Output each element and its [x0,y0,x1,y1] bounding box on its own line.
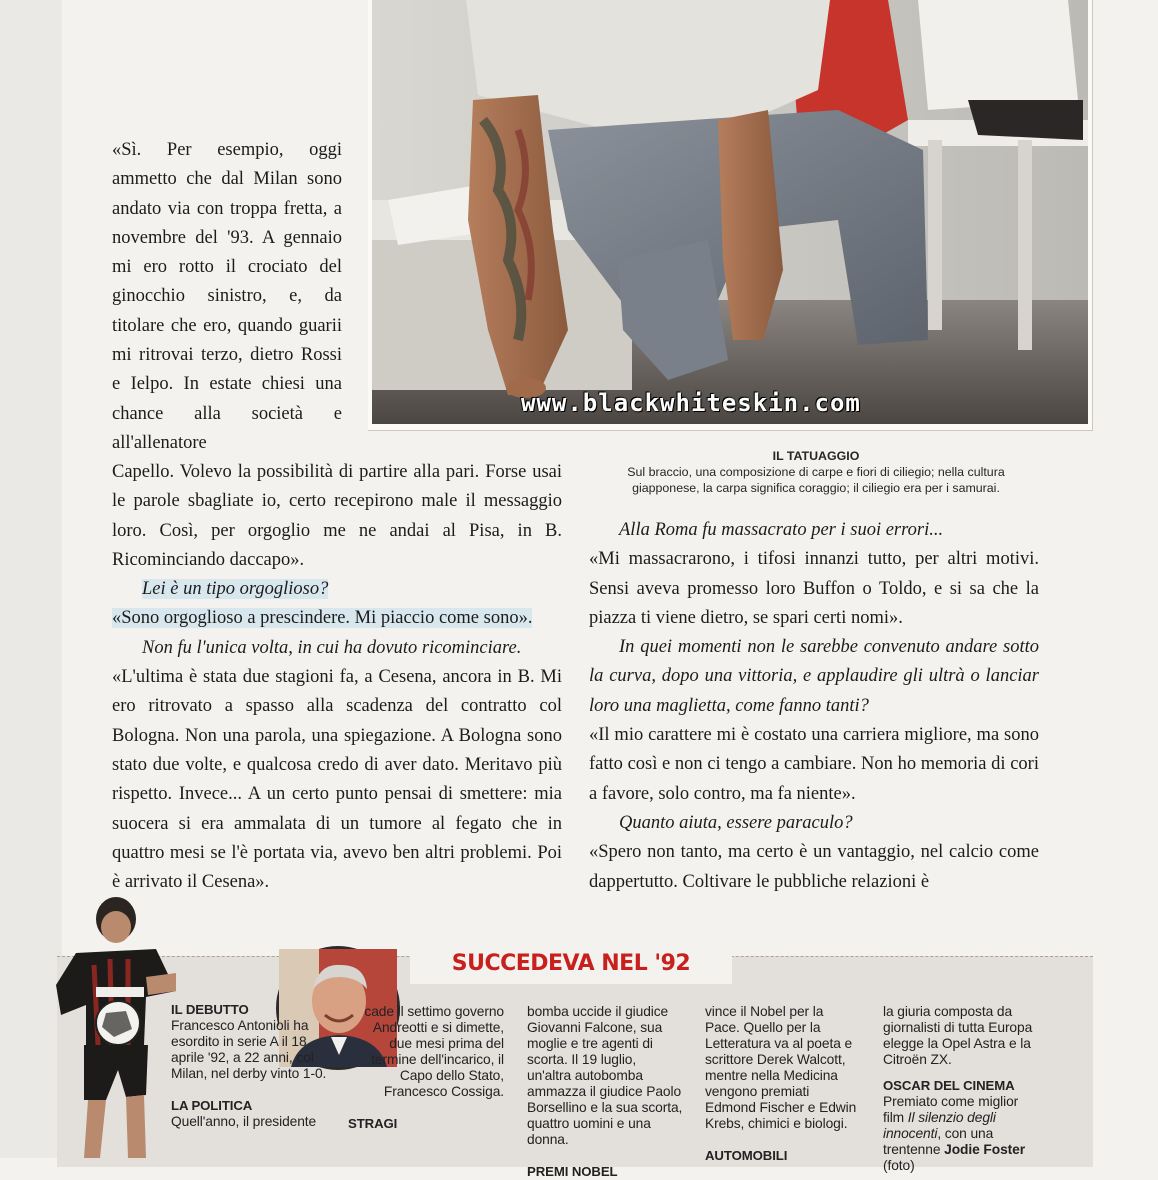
debut-heading: IL DEBUTTO [171,1002,249,1017]
interview-question [112,575,562,604]
interview-question: Non fu l'unica volta, in cui ha dovuto ricominciare. [142,637,522,658]
interview-answer: «Spero non tanto, ma certo è un vantaggio, nel calcio come dappertutto. Coltivare le pubbliche relazioni è [589,842,1039,892]
article-paragraph: «Sì. Per esempio, oggi ammetto che dal Milan sono andato via con troppa fretta, a novembre del '93. A gennaio mi ero rotto il crociato del ginocchio sinistro, e, da titolare che ero, quando guarii mi ritrovai terzo, dietro Rossi e Ielpo. In estate chiesi una chance alla società e all'allenatore [112,140,342,453]
article-paragraph: Capello. Volevo la possibilità di partire alla pari. Forse usai le parole sbagliate io, certo recepirono male il messaggio loro. Così, per orgoglio me ne andai al Pisa, in B. Ricominciando daccapo». [112,462,562,570]
oscar-text-part: , con una trentenne [883,1126,994,1157]
interview-answer [112,604,562,633]
stragi-heading: STRAGI [348,1116,398,1131]
photo-caption [596,448,1036,496]
interview-question: In quei momenti non le sarebbe convenuto andare sotto la curva, dopo una vittoria, e applaudire gli ultrà o lanciar loro una maglietta, come fanno tanti? [589,637,1039,716]
sidebar-column-politics [348,1004,504,1132]
oscar-text-part: (foto) [883,1158,915,1173]
politics-continued-text: cade il settimo governo Andreotti e si dimette, due mesi prima del termine dell'incarico, il Capo dello Stato, Francesco Cossiga. [364,1004,504,1099]
politics-text: Quell'anno, il presidente [171,1114,317,1129]
article-column-narrow [112,136,342,458]
sidebar-column-nobel [705,1004,861,1164]
sidebar-column-stragi [527,1004,683,1180]
politics-heading: LA POLITICA [171,1098,253,1113]
article-column-left [112,458,562,897]
highlighted-question: Lei è un tipo orgoglioso? [142,579,329,600]
player-photo [36,895,176,1158]
goalkeeper-photo [368,0,1093,431]
caption-title: IL TATUAGGIO [772,449,860,463]
article-column-right [589,516,1039,897]
interview-question: Alla Roma fu massacrato per i suoi errori... [619,520,944,540]
debut-text: Francesco Antonioli ha esordito in serie A il 18 aprile '92, a 22 anni, col Milan, nel derby vinto 1-0. [171,1018,327,1081]
automobili-heading: AUTOMOBILI [705,1148,788,1163]
caption-text: Sul braccio, una composizione di carpe e fiori di ciliegio; nella cultura giapponese, la carpa significa coraggio; il ciliegio era per i samurai. [627,465,1005,495]
automobili-text: la giuria composta da giornalisti di tutta Europa elegge la Opel Astra e la Citroën ZX. [883,1004,1033,1067]
oscar-film-title: Il silenzio degli innocenti [883,1110,996,1141]
interview-answer: «Il mio carattere mi è costato una carriera migliore, ma sono fatto così e non ci tengo a cambiare. Non ho memoria di cori a favore, solo contro, ma fa niente». [589,725,1039,804]
interview-answer: «Mi massacrarono, i tifosi innanzi tutto, per altri motivi. Sensi aveva promesso loro Buffon o Toldo, e si sa che la piazza ti viene dietro, se spari certi nomi». [589,549,1039,628]
interview-question: Quanto aiuta, essere paraculo? [619,812,853,833]
nobel-heading: PREMI NOBEL [527,1164,618,1179]
oscar-text [883,1094,1039,1174]
sidebar-column-automobili [883,1004,1039,1174]
watermark-text: www.blackwhiteskin.com [521,389,861,417]
interview-answer: «L'ultima è stata due stagioni fa, a Cesena, ancora in B. Mi ero ritrovato a spasso alla scadenza del contratto col Bologna. Non una parola, una spiegazione. A Bologna sono stato due volte, e qualcosa credo di aver dato. Meritavo più rispetto. Invece... A un certo punto pensai di smettere: mia suocera si era ammalata di un tumore al fegato che in quattro mesi se l'è portata via, avevo ben altri problemi. Poi è arrivato il Cesena». [112,667,562,893]
highlighted-answer: «Sono orgoglioso a prescindere. Mi piaccio come sono». [112,608,533,629]
stragi-text: bomba uccide il giudice Giovanni Falcone, sua moglie e tre agenti di scorta. Il 19 luglio, un'altra autobomba ammazza il giudice Paolo Borsellino e la sua scorta, quattro uomini e una donna. [527,1004,683,1147]
photo-illustration [368,0,1092,430]
oscar-actress-name: Jodie Foster [944,1142,1025,1157]
oscar-text-part: Premiato come miglior film [883,1094,1019,1125]
sidebar-title: SUCCEDEVA NEL '92 [410,944,732,984]
oscar-heading: OSCAR DEL CINEMA [883,1078,1015,1093]
nobel-text: vince il Nobel per la Pace. Quello per la Letteratura va al poeta e scrittore Derek Walcott, mentre nella Medicina vengono premiati Edmond Fischer e Edwin Krebs, chimici e biologi. [705,1004,857,1131]
sidebar-column-debut [171,1002,329,1130]
